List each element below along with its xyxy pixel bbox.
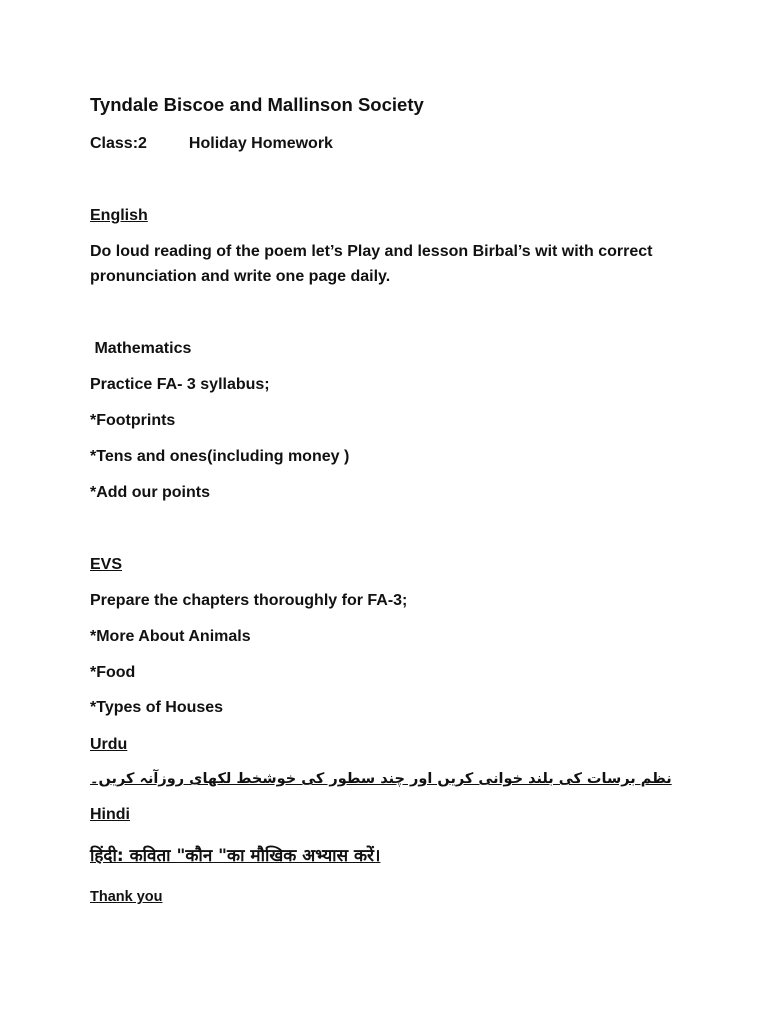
- english-heading: English: [90, 207, 148, 224]
- homework-label: Holiday Homework: [188, 135, 333, 152]
- mathematics-item: *Footprints: [90, 412, 176, 429]
- english-instructions: Do loud reading of the poem let’s Play and lesson Birbal’s wit with correct pronunciation and write one page daily.: [90, 243, 653, 285]
- evs-item: *Food: [90, 664, 136, 681]
- evs-item: *Types of Houses: [90, 699, 224, 716]
- evs-item: *More About Animals: [90, 628, 251, 645]
- evs-heading: EVS: [90, 556, 123, 573]
- school-title: Tyndale Biscoe and Mallinson Society: [90, 94, 424, 115]
- urdu-heading: Urdu: [90, 736, 128, 753]
- urdu-instructions: نظم برسات کی بلند خوانی کریں اور چند سطور کی خوشخط لکھای روزآنہ کریں۔: [90, 771, 672, 787]
- mathematics-item: *Add our points: [90, 484, 210, 501]
- mathematics-intro: Practice FA- 3 syllabus;: [90, 376, 270, 393]
- evs-intro: Prepare the chapters thoroughly for FA-3;: [90, 592, 408, 609]
- thank-you-note: Thank you: [90, 889, 163, 905]
- hindi-heading: Hindi: [90, 806, 130, 823]
- mathematics-heading: Mathematics: [90, 340, 192, 357]
- hindi-instructions: हिंदी: कविता "कौन "का मौखिक अभ्यास करें।: [90, 846, 381, 866]
- class-label: Class:2: [90, 135, 147, 152]
- mathematics-item: *Tens and ones(including money ): [90, 448, 350, 465]
- class-homework-line: [90, 134, 333, 154]
